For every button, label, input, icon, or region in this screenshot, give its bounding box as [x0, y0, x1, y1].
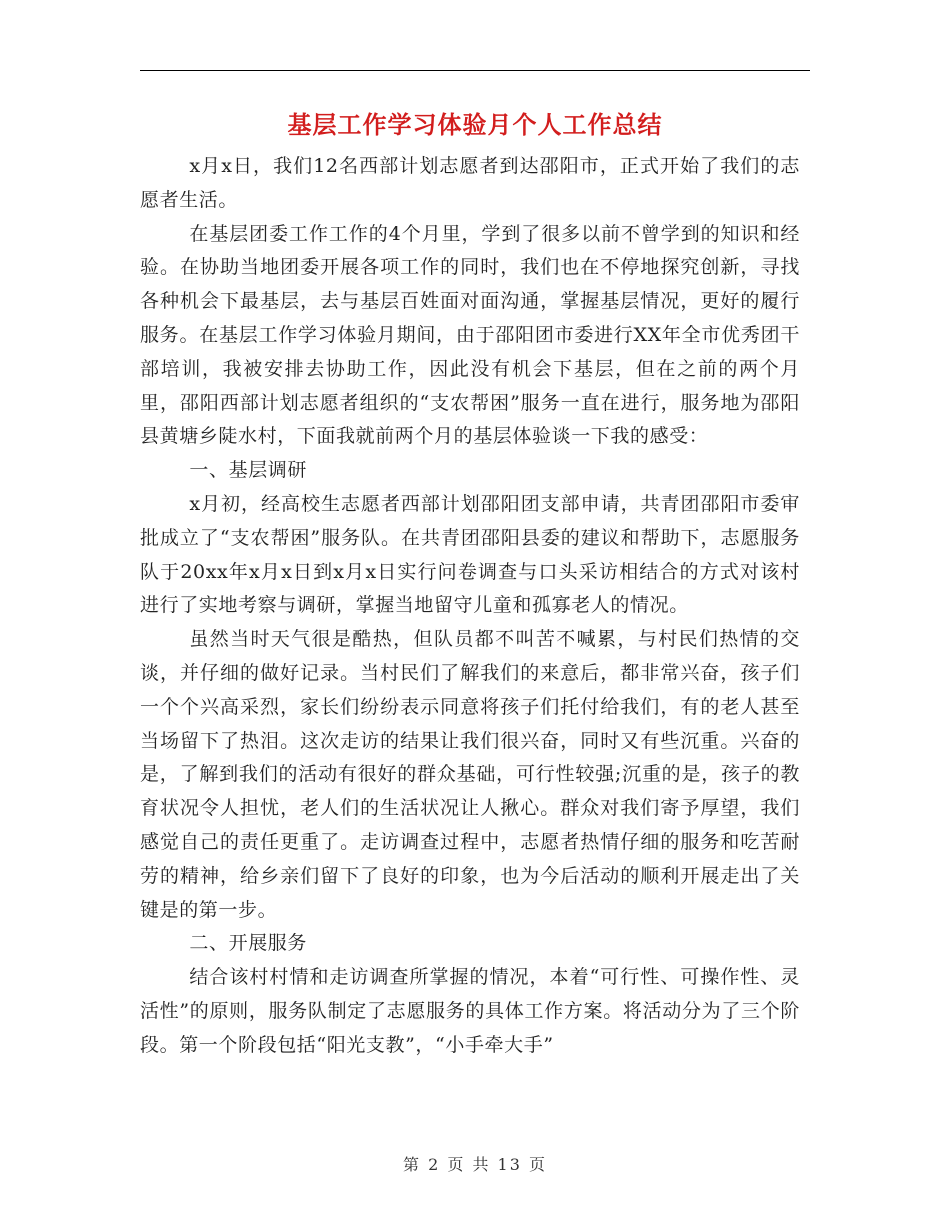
section-heading-service: 二、开展服务 — [189, 932, 307, 955]
paragraph-arrival: x月x日，我们12名西部计划志愿者到达邵阳市，正式开始了我们的志愿者生活。 — [140, 155, 800, 211]
document-body — [140, 150, 800, 1063]
document-title: 基层工作学习体验月个人工作总结 — [287, 110, 663, 139]
paragraph-experience: 在基层团委工作工作的4个月里，学到了很多以前不曾学到的知识和经验。在协助当地团委开展各项工作的同时，我们也在不停地探究创新，寻找各种机会下最基层，去与基层百姓面对面沟通，掌握基层情况，更好的履行服务。在基层工作学习体验月期间，由于邵阳团市委进行XX年全市优秀团干部培训，我被安排去协助工作，因此没有机会下基层，但在之前的两个月里，邵阳西部计划志愿者组织的“支农帮困”服务一直在进行，服务地为邵阳县黄塘乡陡水村，下面我就前两个月的基层体验谈一下我的感受： — [140, 222, 800, 448]
paragraph-service: 结合该村村情和走访调查所掌握的情况，本着“可行性、可操作性、灵活性”的原则，服务队制定了志愿服务的具体工作方案。将活动分为了三个阶段。第一个阶段包括“阳光支教”，“小手牵大手” — [140, 966, 800, 1056]
paragraph-visit: 虽然当时天气很是酷热，但队员都不叫苦不喊累，与村民们热情的交谈，并仔细的做好记录。当村民们了解我们的来意后，都非常兴奋，孩子们一个个兴高采烈，家长们纷纷表示同意将孩子们托付给我们，有的老人甚至当场留下了热泪。这次走访的结果让我们很兴奋，同时又有些沉重。兴奋的是，了解到我们的活动有很好的群众基础，可行性较强;沉重的是，孩子的教育状况令人担忧，老人们的生活状况让人揪心。群众对我们寄予厚望，我们感觉自己的责任更重了。走访调查过程中，志愿者热情仔细的服务和吃苦耐劳的精神，给乡亲们留下了良好的印象，也为今后活动的顺利开展走出了关键是的第一步。 — [140, 628, 800, 921]
section-heading-research: 一、基层调研 — [189, 459, 307, 482]
paragraph-research: x月初，经高校生志愿者西部计划邵阳团支部申请，共青团邵阳市委审批成立了“支农帮困”服务队。在共青团邵阳县委的建议和帮助下，志愿服务队于20xx年x月x日到x月x日实行问卷调查与口头采访相结合的方式对该村进行了实地考察与调研，掌握当地留守儿童和孤寡老人的情况。 — [140, 492, 800, 617]
page-number: 第 2 页 共 13 页 — [403, 1155, 547, 1174]
header-rule — [140, 70, 810, 71]
